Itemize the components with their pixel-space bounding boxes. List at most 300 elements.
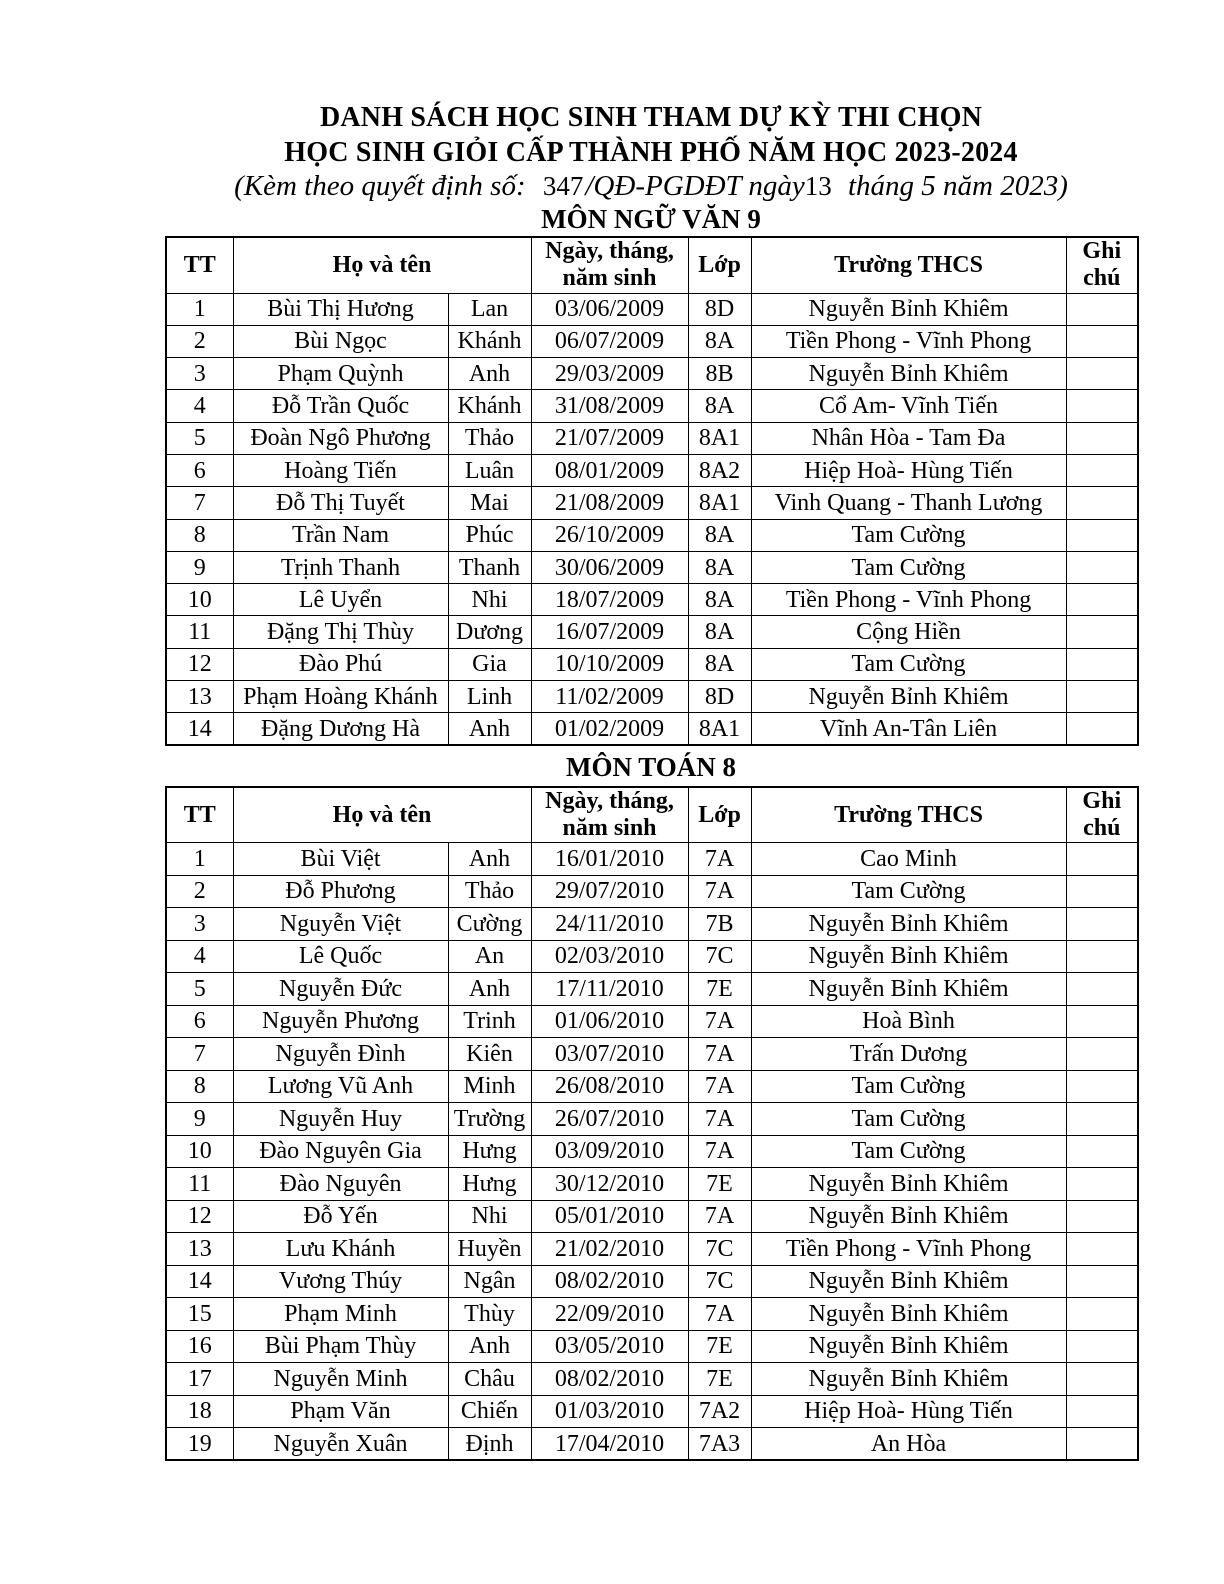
dob-cell: 08/02/2010 — [531, 1363, 688, 1396]
note-cell — [1066, 1135, 1138, 1168]
school-cell: Nguyễn Bỉnh Khiêm — [751, 1200, 1066, 1233]
dob-cell: 16/07/2009 — [531, 616, 688, 648]
dob-cell: 03/06/2009 — [531, 293, 688, 325]
given-name-cell: Định — [448, 1428, 531, 1461]
dob-cell: 01/02/2009 — [531, 713, 688, 745]
note-cell — [1066, 875, 1138, 908]
surname-cell: Lê Uyển — [233, 584, 448, 616]
given-name-cell: Gia — [448, 648, 531, 680]
surname-cell: Nguyễn Đình — [233, 1038, 448, 1071]
header-note-line2: chú — [1083, 265, 1121, 292]
note-cell — [1066, 551, 1138, 583]
dob-cell: 05/01/2010 — [531, 1200, 688, 1233]
class-cell: 8A — [688, 584, 751, 616]
note-cell — [1066, 487, 1138, 519]
class-cell: 8A — [688, 390, 751, 422]
note-cell — [1066, 713, 1138, 745]
surname-cell: Đoàn Ngô Phương — [233, 422, 448, 454]
note-cell — [1066, 1200, 1138, 1233]
surname-cell: Đặng Dương Hà — [233, 713, 448, 745]
note-cell — [1066, 454, 1138, 486]
header-name: Họ và tên — [233, 237, 531, 293]
header-dob-line2: năm sinh — [562, 265, 657, 292]
note-cell — [1066, 422, 1138, 454]
dob-cell: 26/08/2010 — [531, 1070, 688, 1103]
section-title-ngu-van-9: MÔN NGỮ VĂN 9 — [541, 204, 761, 234]
class-cell: 7A — [688, 1135, 751, 1168]
surname-cell: Bùi Thị Hương — [233, 293, 448, 325]
surname-cell: Đào Nguyên Gia — [233, 1135, 448, 1168]
class-cell: 7A — [688, 1038, 751, 1071]
surname-cell: Đỗ Phương — [233, 875, 448, 908]
table-row — [166, 551, 1138, 583]
school-cell: Tam Cường — [751, 875, 1066, 908]
header-note-line2: chú — [1083, 815, 1121, 842]
school-cell: Nguyễn Bỉnh Khiêm — [751, 973, 1066, 1006]
given-name-cell: Thảo — [448, 875, 531, 908]
dob-cell: 17/11/2010 — [531, 973, 688, 1006]
class-cell: 7A — [688, 1200, 751, 1233]
dob-cell: 31/08/2009 — [531, 390, 688, 422]
dob-cell: 21/07/2009 — [531, 422, 688, 454]
tt-cell: 12 — [166, 648, 233, 680]
tt-cell: 5 — [166, 973, 233, 1006]
decision-number: 347 — [542, 171, 584, 201]
surname-cell: Nguyễn Việt — [233, 908, 448, 941]
tt-cell: 7 — [166, 487, 233, 519]
surname-cell: Phạm Minh — [233, 1298, 448, 1331]
school-cell: Cao Minh — [751, 843, 1066, 876]
note-cell — [1066, 1038, 1138, 1071]
tt-cell: 8 — [166, 519, 233, 551]
table-row — [166, 1168, 1138, 1201]
table-row — [166, 908, 1138, 941]
note-cell — [1066, 973, 1138, 1006]
surname-cell: Lương Vũ Anh — [233, 1070, 448, 1103]
surname-cell: Bùi Ngọc — [233, 325, 448, 357]
dob-cell: 17/04/2010 — [531, 1428, 688, 1461]
given-name-cell: Cường — [448, 908, 531, 941]
tt-cell: 1 — [166, 293, 233, 325]
table-row — [166, 648, 1138, 680]
table-row — [166, 1428, 1138, 1461]
given-name-cell: Nhi — [448, 1200, 531, 1233]
document-title — [165, 100, 1137, 170]
tt-cell: 12 — [166, 1200, 233, 1233]
surname-cell: Đặng Thị Thùy — [233, 616, 448, 648]
dob-cell: 24/11/2010 — [531, 908, 688, 941]
table-row — [166, 519, 1138, 551]
note-cell — [1066, 1070, 1138, 1103]
note-cell — [1066, 1265, 1138, 1298]
tt-cell: 10 — [166, 584, 233, 616]
dob-cell: 26/10/2009 — [531, 519, 688, 551]
header-tt: TT — [166, 237, 233, 293]
table-ngu-van-9 — [165, 236, 1139, 746]
tt-cell: 11 — [166, 1168, 233, 1201]
class-cell: 7A — [688, 1298, 751, 1331]
surname-cell: Trịnh Thanh — [233, 551, 448, 583]
header-note-line1: Ghi — [1082, 788, 1122, 815]
tt-cell: 17 — [166, 1363, 233, 1396]
header-class: Lớp — [688, 787, 751, 843]
header-school: Trường THCS — [751, 787, 1066, 843]
given-name-cell: Mai — [448, 487, 531, 519]
surname-cell: Bùi Việt — [233, 843, 448, 876]
surname-cell: Phạm Văn — [233, 1395, 448, 1428]
school-cell: Nguyễn Bỉnh Khiêm — [751, 1298, 1066, 1331]
class-cell: 8A — [688, 616, 751, 648]
table-row — [166, 1200, 1138, 1233]
note-cell — [1066, 1103, 1138, 1136]
school-cell: Vinh Quang - Thanh Lương — [751, 487, 1066, 519]
given-name-cell: Dương — [448, 616, 531, 648]
table-row — [166, 1103, 1138, 1136]
note-cell — [1066, 390, 1138, 422]
tt-cell: 6 — [166, 454, 233, 486]
school-cell: Tiền Phong - Vĩnh Phong — [751, 1233, 1066, 1266]
surname-cell: Đỗ Trần Quốc — [233, 390, 448, 422]
tt-cell: 14 — [166, 713, 233, 745]
given-name-cell: Anh — [448, 973, 531, 1006]
table-body-toan-8 — [166, 843, 1138, 1461]
tt-cell: 14 — [166, 1265, 233, 1298]
class-cell: 7A — [688, 1070, 751, 1103]
tt-cell: 4 — [166, 940, 233, 973]
given-name-cell: Luân — [448, 454, 531, 486]
tt-cell: 3 — [166, 358, 233, 390]
school-cell: Nguyễn Bỉnh Khiêm — [751, 1330, 1066, 1363]
dob-cell: 01/06/2010 — [531, 1005, 688, 1038]
surname-cell: Lê Quốc — [233, 940, 448, 973]
note-cell — [1066, 908, 1138, 941]
dob-cell: 22/09/2010 — [531, 1298, 688, 1331]
class-cell: 7C — [688, 1233, 751, 1266]
school-cell: Trấn Dương — [751, 1038, 1066, 1071]
class-cell: 7E — [688, 1363, 751, 1396]
class-cell: 7C — [688, 940, 751, 973]
dob-cell: 30/12/2010 — [531, 1168, 688, 1201]
class-cell: 7A — [688, 1005, 751, 1038]
table-row — [166, 1135, 1138, 1168]
section-title-toan-8: MÔN TOÁN 8 — [565, 752, 736, 783]
table-header — [166, 237, 1138, 293]
header-tt: TT — [166, 787, 233, 843]
given-name-cell: An — [448, 940, 531, 973]
note-cell — [1066, 1005, 1138, 1038]
note-cell — [1066, 616, 1138, 648]
note-cell — [1066, 1395, 1138, 1428]
dob-cell: 01/03/2010 — [531, 1395, 688, 1428]
subtitle-prefix: (Kèm theo quyết định số: — [234, 170, 533, 202]
class-cell: 8A — [688, 551, 751, 583]
note-cell — [1066, 843, 1138, 876]
dob-cell: 11/02/2009 — [531, 681, 688, 713]
title-line-1: DANH SÁCH HỌC SINH THAM DỰ KỲ THI CHỌN — [319, 102, 983, 133]
dob-cell: 16/01/2010 — [531, 843, 688, 876]
table-row — [166, 1038, 1138, 1071]
tt-cell: 6 — [166, 1005, 233, 1038]
school-cell: Nguyễn Bỉnh Khiêm — [751, 1363, 1066, 1396]
tt-cell: 3 — [166, 908, 233, 941]
table-row — [166, 1298, 1138, 1331]
given-name-cell: Ngân — [448, 1265, 531, 1298]
surname-cell: Đỗ Thị Tuyết — [233, 487, 448, 519]
dob-cell: 08/01/2009 — [531, 454, 688, 486]
class-cell: 7C — [688, 1265, 751, 1298]
note-cell — [1066, 325, 1138, 357]
surname-cell: Đào Nguyên — [233, 1168, 448, 1201]
tt-cell: 10 — [166, 1135, 233, 1168]
document-content — [165, 100, 1137, 1461]
class-cell: 7A — [688, 843, 751, 876]
given-name-cell: Anh — [448, 1330, 531, 1363]
table-row — [166, 422, 1138, 454]
note-cell — [1066, 1233, 1138, 1266]
school-cell: Nguyễn Bỉnh Khiêm — [751, 681, 1066, 713]
table-row — [166, 584, 1138, 616]
header-note — [1066, 237, 1138, 293]
given-name-cell: Hưng — [448, 1135, 531, 1168]
header-note — [1066, 787, 1138, 843]
school-cell: Nguyễn Bỉnh Khiêm — [751, 1168, 1066, 1201]
surname-cell: Nguyễn Huy — [233, 1103, 448, 1136]
header-school: Trường THCS — [751, 237, 1066, 293]
table-row — [166, 681, 1138, 713]
table-row — [166, 1363, 1138, 1396]
tt-cell: 9 — [166, 551, 233, 583]
school-cell: Tam Cường — [751, 519, 1066, 551]
given-name-cell: Linh — [448, 681, 531, 713]
subtitle-suffix: tháng 5 năm 2023) — [840, 170, 1068, 202]
table-header-row — [166, 237, 1138, 293]
given-name-cell: Trinh — [448, 1005, 531, 1038]
table-row — [166, 487, 1138, 519]
header-name: Họ và tên — [233, 787, 531, 843]
header-dob — [531, 787, 688, 843]
surname-cell: Bùi Phạm Thùy — [233, 1330, 448, 1363]
table-row — [166, 616, 1138, 648]
school-cell: Nhân Hòa - Tam Đa — [751, 422, 1066, 454]
tt-cell: 2 — [166, 325, 233, 357]
surname-cell: Phạm Hoàng Khánh — [233, 681, 448, 713]
surname-cell: Đào Phú — [233, 648, 448, 680]
note-cell — [1066, 648, 1138, 680]
given-name-cell: Minh — [448, 1070, 531, 1103]
class-cell: 8B — [688, 358, 751, 390]
school-cell: Tam Cường — [751, 1135, 1066, 1168]
header-note-line1: Ghi — [1082, 238, 1122, 265]
header-dob-line1: Ngày, tháng, — [545, 788, 674, 815]
table-row — [166, 325, 1138, 357]
surname-cell: Hoàng Tiến — [233, 454, 448, 486]
header-dob-line2: năm sinh — [562, 815, 657, 842]
class-cell: 8A1 — [688, 713, 751, 745]
note-cell — [1066, 1330, 1138, 1363]
given-name-cell: Khánh — [448, 390, 531, 422]
dob-cell: 02/03/2010 — [531, 940, 688, 973]
tt-cell: 19 — [166, 1428, 233, 1461]
note-cell — [1066, 1298, 1138, 1331]
document-subtitle — [165, 170, 1137, 203]
school-cell: Nguyễn Bỉnh Khiêm — [751, 293, 1066, 325]
class-cell: 8A — [688, 325, 751, 357]
dob-cell: 10/10/2009 — [531, 648, 688, 680]
note-cell — [1066, 584, 1138, 616]
tt-cell: 1 — [166, 843, 233, 876]
dob-cell: 26/07/2010 — [531, 1103, 688, 1136]
table-row — [166, 390, 1138, 422]
dob-cell: 03/05/2010 — [531, 1330, 688, 1363]
school-cell: Tam Cường — [751, 1070, 1066, 1103]
given-name-cell: Thanh — [448, 551, 531, 583]
class-cell: 7A — [688, 1103, 751, 1136]
school-cell: Tam Cường — [751, 1103, 1066, 1136]
table-row — [166, 1330, 1138, 1363]
given-name-cell: Khánh — [448, 325, 531, 357]
given-name-cell: Phúc — [448, 519, 531, 551]
surname-cell: Vương Thúy — [233, 1265, 448, 1298]
dob-cell: 29/03/2009 — [531, 358, 688, 390]
school-cell: Nguyễn Bỉnh Khiêm — [751, 908, 1066, 941]
table-row — [166, 713, 1138, 745]
given-name-cell: Nhi — [448, 584, 531, 616]
class-cell: 7B — [688, 908, 751, 941]
dob-cell: 03/09/2010 — [531, 1135, 688, 1168]
surname-cell: Trần Nam — [233, 519, 448, 551]
school-cell: Tam Cường — [751, 551, 1066, 583]
note-cell — [1066, 1363, 1138, 1396]
table-row — [166, 940, 1138, 973]
given-name-cell: Trường — [448, 1103, 531, 1136]
tt-cell: 11 — [166, 616, 233, 648]
note-cell — [1066, 681, 1138, 713]
dob-cell: 18/07/2009 — [531, 584, 688, 616]
table-row — [166, 843, 1138, 876]
dob-cell: 21/08/2009 — [531, 487, 688, 519]
surname-cell: Đỗ Yến — [233, 1200, 448, 1233]
tt-cell: 13 — [166, 1233, 233, 1266]
table-row — [166, 454, 1138, 486]
school-cell: Hiệp Hoà- Hùng Tiến — [751, 454, 1066, 486]
tt-cell: 16 — [166, 1330, 233, 1363]
table-row — [166, 1233, 1138, 1266]
note-cell — [1066, 1168, 1138, 1201]
tt-cell: 4 — [166, 390, 233, 422]
given-name-cell: Thùy — [448, 1298, 531, 1331]
dob-cell: 03/07/2010 — [531, 1038, 688, 1071]
table-row — [166, 1070, 1138, 1103]
surname-cell: Nguyễn Đức — [233, 973, 448, 1006]
tt-cell: 15 — [166, 1298, 233, 1331]
given-name-cell: Hưng — [448, 1168, 531, 1201]
table-body-ngu-van-9 — [166, 293, 1138, 745]
class-cell: 7E — [688, 973, 751, 1006]
dob-cell: 21/02/2010 — [531, 1233, 688, 1266]
school-cell: Cộng Hiền — [751, 616, 1066, 648]
dob-cell: 08/02/2010 — [531, 1265, 688, 1298]
tt-cell: 9 — [166, 1103, 233, 1136]
school-cell: Tiền Phong - Vĩnh Phong — [751, 325, 1066, 357]
class-cell: 8A1 — [688, 422, 751, 454]
class-cell: 7E — [688, 1330, 751, 1363]
school-cell: Hiệp Hoà- Hùng Tiến — [751, 1395, 1066, 1428]
given-name-cell: Lan — [448, 293, 531, 325]
surname-cell: Nguyễn Xuân — [233, 1428, 448, 1461]
table-row — [166, 358, 1138, 390]
school-cell: Vĩnh An-Tân Liên — [751, 713, 1066, 745]
surname-cell: Nguyễn Minh — [233, 1363, 448, 1396]
table-toan-8 — [165, 786, 1139, 1461]
given-name-cell: Huyền — [448, 1233, 531, 1266]
class-cell: 7A — [688, 875, 751, 908]
table-row — [166, 293, 1138, 325]
table-row — [166, 1395, 1138, 1428]
tt-cell: 2 — [166, 875, 233, 908]
class-cell: 8A — [688, 648, 751, 680]
class-cell: 7A2 — [688, 1395, 751, 1428]
surname-cell: Nguyễn Phương — [233, 1005, 448, 1038]
surname-cell: Lưu Khánh — [233, 1233, 448, 1266]
tt-cell: 8 — [166, 1070, 233, 1103]
table-row — [166, 1265, 1138, 1298]
school-cell: Hoà Bình — [751, 1005, 1066, 1038]
table-header — [166, 787, 1138, 843]
dob-cell: 30/06/2009 — [531, 551, 688, 583]
tt-cell: 18 — [166, 1395, 233, 1428]
table-header-row — [166, 787, 1138, 843]
note-cell — [1066, 293, 1138, 325]
note-cell — [1066, 1428, 1138, 1461]
table-row — [166, 973, 1138, 1006]
class-cell: 7A3 — [688, 1428, 751, 1461]
note-cell — [1066, 519, 1138, 551]
class-cell: 8D — [688, 681, 751, 713]
dob-cell: 06/07/2009 — [531, 325, 688, 357]
header-dob — [531, 237, 688, 293]
school-cell: Cổ Am- Vĩnh Tiến — [751, 390, 1066, 422]
school-cell: Tiền Phong - Vĩnh Phong — [751, 584, 1066, 616]
tt-cell: 7 — [166, 1038, 233, 1071]
class-cell: 8A — [688, 519, 751, 551]
school-cell: An Hòa — [751, 1428, 1066, 1461]
class-cell: 7E — [688, 1168, 751, 1201]
header-class: Lớp — [688, 237, 751, 293]
class-cell: 8A2 — [688, 454, 751, 486]
surname-cell: Phạm Quỳnh — [233, 358, 448, 390]
note-cell — [1066, 940, 1138, 973]
given-name-cell: Anh — [448, 843, 531, 876]
dob-cell: 29/07/2010 — [531, 875, 688, 908]
given-name-cell: Kiên — [448, 1038, 531, 1071]
tt-cell: 5 — [166, 422, 233, 454]
class-cell: 8D — [688, 293, 751, 325]
given-name-cell: Thảo — [448, 422, 531, 454]
school-cell: Tam Cường — [751, 648, 1066, 680]
table-row — [166, 875, 1138, 908]
school-cell: Nguyễn Bỉnh Khiêm — [751, 1265, 1066, 1298]
decision-day: 13 — [804, 171, 832, 201]
school-cell: Nguyễn Bỉnh Khiêm — [751, 940, 1066, 973]
given-name-cell: Châu — [448, 1363, 531, 1396]
note-cell — [1066, 358, 1138, 390]
given-name-cell: Anh — [448, 358, 531, 390]
class-cell: 8A1 — [688, 487, 751, 519]
tt-cell: 13 — [166, 681, 233, 713]
table-row — [166, 1005, 1138, 1038]
header-dob-line1: Ngày, tháng, — [545, 238, 674, 265]
subtitle-middle: /QĐ-PGDĐT ngày — [585, 170, 805, 202]
